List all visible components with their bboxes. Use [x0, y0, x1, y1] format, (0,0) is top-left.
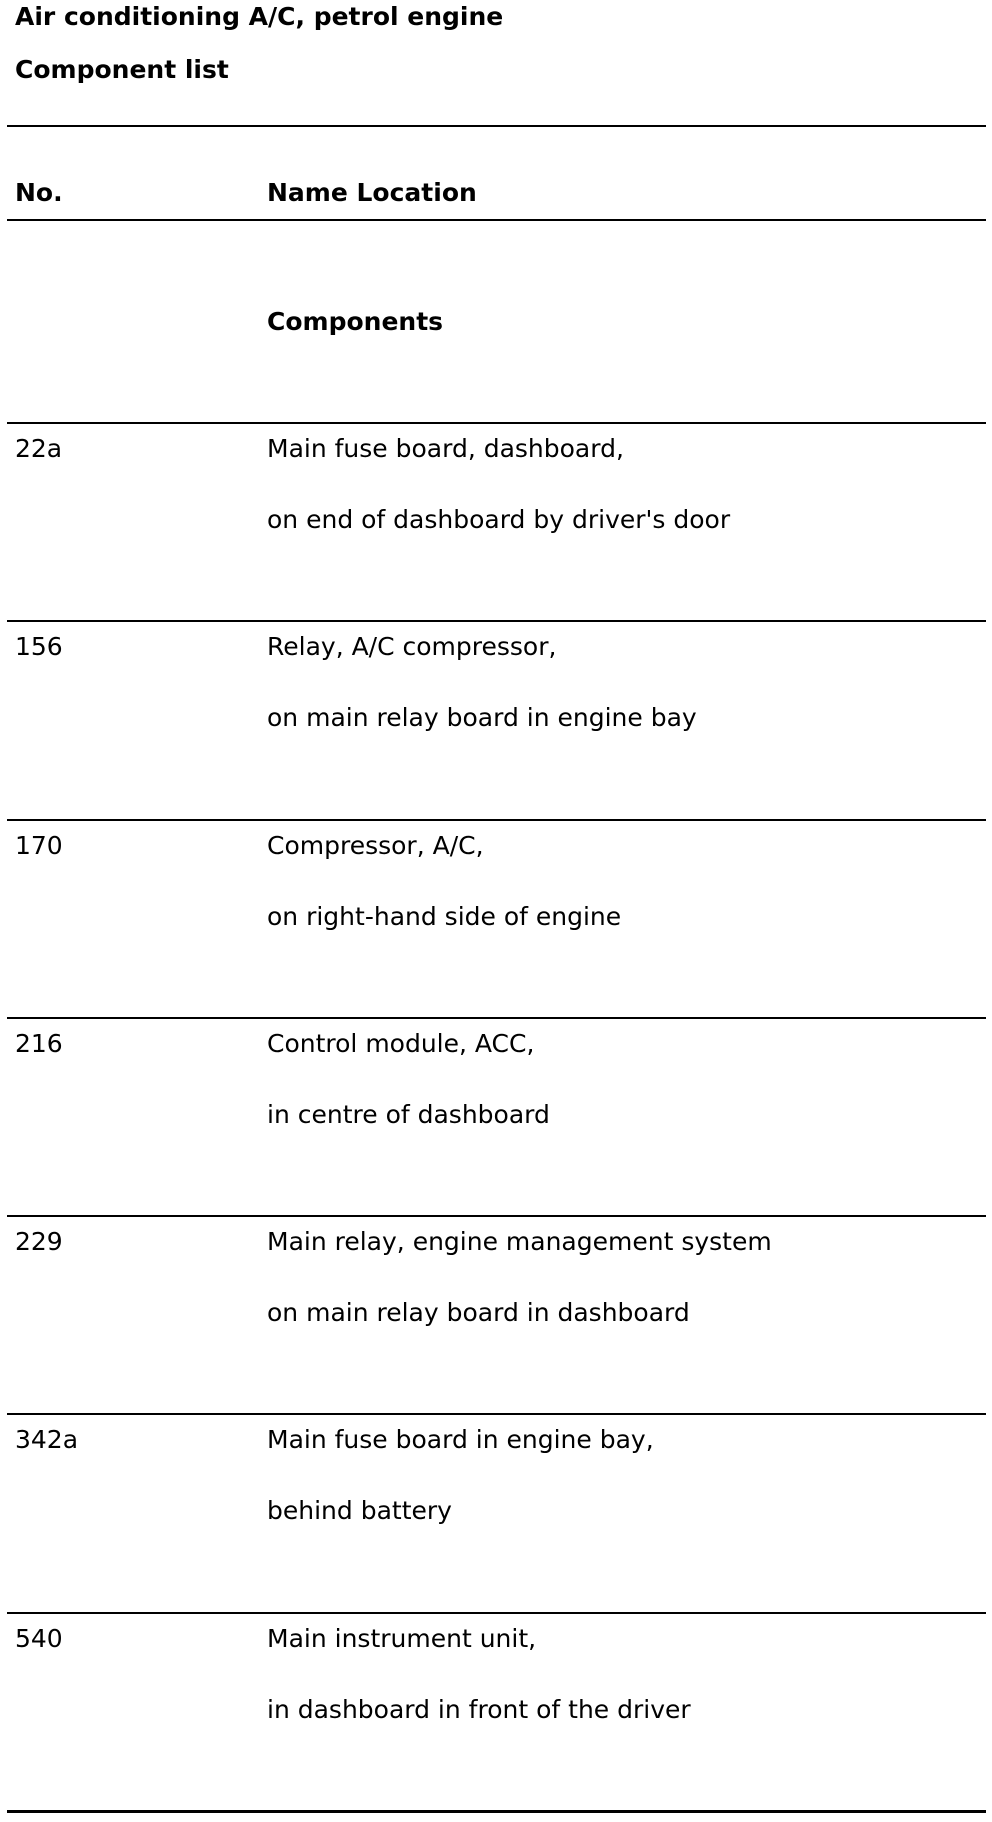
- row-name: Compressor, A/C,: [267, 831, 484, 860]
- row-no: 229: [15, 1227, 63, 1256]
- header-name-location: Name Location: [267, 178, 477, 207]
- header-rule: [7, 219, 986, 221]
- row-rule: [7, 422, 986, 424]
- row-name: Main instrument unit,: [267, 1624, 537, 1653]
- table-top-rule: [7, 125, 986, 127]
- row-rule: [7, 620, 986, 622]
- row-no: 22a: [15, 434, 63, 463]
- row-location: in centre of dashboard: [267, 1100, 550, 1129]
- row-name: Relay, A/C compressor,: [267, 632, 557, 661]
- row-name: Main fuse board in engine bay,: [267, 1425, 654, 1454]
- row-no: 342a: [15, 1425, 79, 1454]
- table-bottom-rule: [7, 1810, 986, 1813]
- row-rule: [7, 1413, 986, 1415]
- document-subtitle: Component list: [15, 55, 229, 84]
- document-title: Air conditioning A/C, petrol engine: [15, 2, 504, 31]
- row-rule: [7, 1017, 986, 1019]
- row-location: on end of dashboard by driver's door: [267, 505, 731, 534]
- row-rule: [7, 1215, 986, 1217]
- row-name: Main relay, engine management system: [267, 1227, 772, 1256]
- section-label: Components: [267, 307, 444, 336]
- header-no: No.: [15, 178, 63, 207]
- row-name: Main fuse board, dashboard,: [267, 434, 624, 463]
- row-no: 170: [15, 831, 63, 860]
- row-rule: [7, 819, 986, 821]
- row-no: 540: [15, 1624, 63, 1653]
- row-name: Control module, ACC,: [267, 1029, 535, 1058]
- row-location: on main relay board in engine bay: [267, 703, 697, 732]
- row-location: on main relay board in dashboard: [267, 1298, 690, 1327]
- row-location: behind battery: [267, 1496, 452, 1525]
- row-location: on right-hand side of engine: [267, 902, 622, 931]
- row-no: 156: [15, 632, 63, 661]
- row-rule: [7, 1612, 986, 1614]
- row-location: in dashboard in front of the driver: [267, 1695, 691, 1724]
- row-no: 216: [15, 1029, 63, 1058]
